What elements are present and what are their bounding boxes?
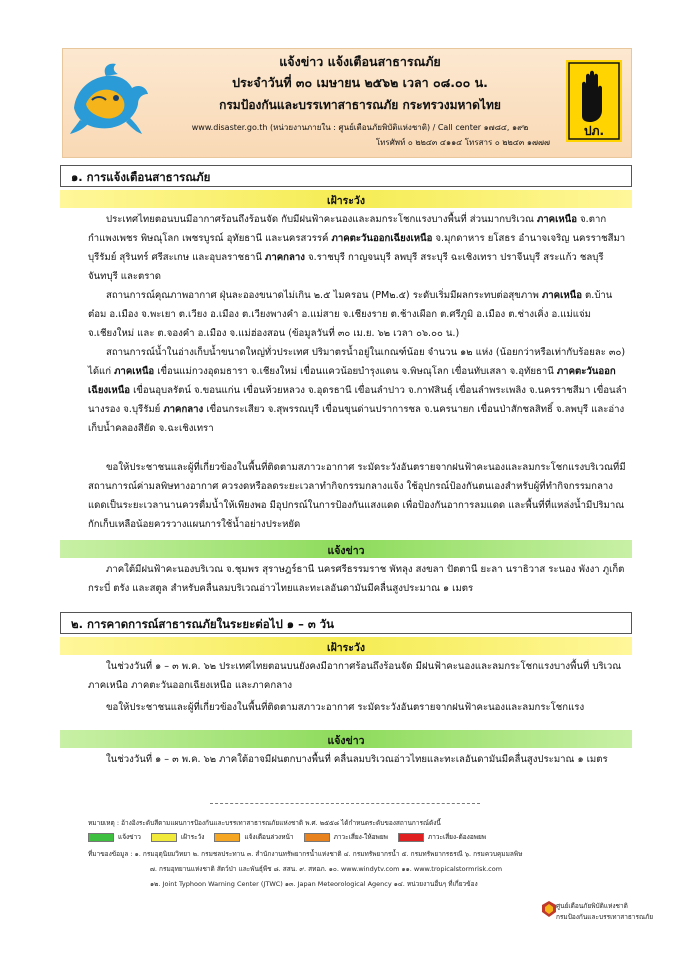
section-1-watch-bar: เฝ้าระวัง bbox=[60, 190, 632, 208]
legend-swatch bbox=[398, 833, 424, 842]
legend-label: แจ้งข่าว bbox=[118, 833, 141, 841]
sources-line-3: ๑๒. Joint Typhoon Warning Center (JTWC) ๑๓. Japan Meteorological Agency ๑๔. หน่วยงานอื่นๆ ที่เกี่ยวข้อง bbox=[150, 880, 478, 888]
legend-item bbox=[214, 831, 293, 843]
legend-swatch bbox=[88, 833, 114, 842]
footer-center-name: ศูนย์เตือนภัยพิบัติแห่งชาติ bbox=[556, 902, 628, 910]
section-2-info-bar: แจ้งข่าว bbox=[60, 730, 632, 748]
legend-item bbox=[398, 831, 486, 843]
section-1-paragraph-3: สถานการณ์น้ำในอ่างเก็บน้ำขนาดใหญ่ทั่วประเทศ ปริมาตรน้ำอยู่ในเกณฑ์น้อย จำนวน ๑๒ แห่ง (น้อยกว่าหรือเท่ากับร้อยละ ๓๐) ได้แก่ ภาคเหนือ เขื่อนแม่กวงอุดมธารา จ.เชียงใหม่ เขื่อนแควน้อยบำรุงแดน จ.พิษณุโลก เขื่อนทับเสลา จ.อุทัยธานี ภาคตะวันออกเฉียงเหนือ เขื่อนอุบลรัตน์ จ.ขอนแก่น เขื่อนห้วยหลวง จ.อุดรธานี เขื่อนลำปาว จ.กาฬสินธุ์ เขื่อนลำพระเพลิง จ.นครราชสีมา เขื่อนลำนางรอง จ.บุรีรัมย์ ภาคกลาง เขื่อนกระเสียว จ.สุพรรณบุรี เขื่อนขุนด่านปราการชล จ.นครนายก เขื่อนป่าสักชลสิทธิ์ จ.ลพบุรี และอ่างเก็บน้ำคลองสียัด จ.ฉะเชิงเทรา bbox=[88, 347, 627, 434]
section-2-watch-bar: เฝ้าระวัง bbox=[60, 637, 632, 655]
legend-label: เฝ้าระวัง bbox=[180, 833, 205, 841]
legend-swatch bbox=[151, 833, 177, 842]
legend-swatch bbox=[304, 833, 330, 842]
logo-text: ปภ. bbox=[583, 124, 605, 138]
color-legend bbox=[88, 831, 496, 843]
section-2-title: ๒. การคาดการณ์สาธารณภัยในระยะต่อไป ๑ – ๓ วัน bbox=[60, 612, 632, 634]
section-1-paragraph-5: ภาคใต้มีฝนฟ้าคะนองบริเวณ จ.ชุมพร สุราษฎร์ธานี นครศรีธรรมราช พัทลุง สงขลา ปัตตานี ยะลา นราธิวาส ระนอง พังงา ภูเก็ต กระบี่ ตรัง และสตูล สำหรับคลื่นลมบริเวณอ่าวไทยและทะเลอันดามันมีคลื่นสูงประมาณ ๑ เมตร bbox=[88, 564, 625, 594]
section-2-paragraph-3: ในช่วงวันที่ ๑ – ๓ พ.ค. ๖๒ ภาคใต้อาจมีฝนตกบางพื้นที่ คลื่นลมบริเวณอ่าวไทยและทะเลอันดามันมีคลื่นสูงประมาณ ๑ เมตร bbox=[106, 754, 608, 765]
section-2-paragraph-1: ในช่วงวันที่ ๑ – ๓ พ.ค. ๖๒ ประเทศไทยตอนบนยังคงมีอากาศร้อนถึงร้อนจัด มีฝนฟ้าคะนองและลมกระโชกแรงบางพื้นที่ บริเวณภาคเหนือ ภาคตะวันออกเฉียงเหนือ และภาคกลาง bbox=[88, 661, 622, 691]
section-1-info-bar: แจ้งข่าว bbox=[60, 540, 632, 558]
section-2-paragraph-2: ขอให้ประชาชนและผู้ที่เกี่ยวข้องในพื้นที่ติดตามสภาวะอากาศ ระมัดระวังอันตรายจากฝนฟ้าคะนองและลมกระโชกแรง bbox=[106, 702, 585, 713]
bulletin-date: ประจำวันที่ ๓๐ เมษายน ๒๕๖๒ เวลา ๐๘.๐๐ น. bbox=[232, 75, 488, 90]
department-name: กรมป้องกันและบรรเทาสาธารณภัย กระทรวงมหาดไทย bbox=[219, 98, 501, 112]
section-1-paragraph-2: สถานการณ์คุณภาพอากาศ ฝุ่นละอองขนาดไม่เกิน ๒.๕ ไมครอน (PM๒.๕) ระดับเริ่มมีผลกระทบต่อสุขภาพ ภาคเหนือ ต.บ้านต๋อม อ.เมือง จ.พะเยา ต.เวียง อ.เมือง ต.เวียงพางคำ อ.แม่สาย จ.เชียงราย ต.ช้างเผือก ต.ศรีภูมิ อ.เมือง ต.ช่างเคิ่ง อ.แม่แจ่ม จ.เชียงใหม่ และ ต.จองคำ อ.เมือง จ.แม่ฮ่องสอน (ข้อมูลวันที่ ๓๐ เม.ย. ๖๒ เวลา ๐๖.๐๐ น.) bbox=[88, 290, 613, 339]
divider bbox=[210, 803, 480, 804]
website-line[interactable]: www.disaster.go.th (หน่วยงานภายใน : ศูนย์เตือนภัยพิบัติแห่งชาติ) / Call center ๑๗๘๔, ๑๙๒ bbox=[191, 123, 529, 132]
phone-line: โทรศัพท์ ๐ ๒๒๔๓ ๔๑๑๔ โทรสาร ๐ ๒๒๔๓ ๑๗๗๗ bbox=[375, 138, 550, 147]
legend-label: ภาวะเสี่ยง-ต้องอพยพ bbox=[427, 833, 487, 841]
legend-item bbox=[151, 831, 205, 843]
sources-line-2: ๗. กรมอุทยานแห่งชาติ สัตว์ป่า และพันธุ์พืช ๘. สสน. ๙. สทอภ. ๑๐. www.windytv.com ๑๑. www.tropicalstormrisk.com bbox=[150, 865, 503, 873]
sources-line-1: ที่มาของข้อมูล : ๑. กรมอุตุนิยมวิทยา ๒. กรมชลประทาน ๓. สำนักงานทรัพยากรน้ำแห่งชาติ ๔. กรมทรัพยากรน้ำ ๕. กรมทรัพยากรธรณี ๖. กรมควบคุมมลพิษ bbox=[88, 850, 523, 858]
legend-item bbox=[88, 831, 141, 843]
bulletin-title: แจ้งข่าว แจ้งเตือนสาธารณภัย bbox=[279, 54, 441, 69]
section-1-title: ๑. การแจ้งเตือนสาธารณภัย bbox=[60, 165, 632, 187]
ddpm-logo bbox=[566, 60, 622, 142]
section-1-paragraph-4: ขอให้ประชาชนและผู้ที่เกี่ยวข้องในพื้นที่ติดตามสภาวะอากาศ ระมัดระวังอันตรายจากฝนฟ้าคะนองและลมกระโชกแรงบริเวณที่มีสถานการณ์ค่ามลพิษทางอากาศ ควรงดหรือลดระยะเวลาทำกิจกรรมกลางแจ้ง ใช้อุปกรณ์ป้องกันตนเองสำหรับผู้ที่ทำกิจกรรมกลางแดดเป็นระยะเวลานานควรดื่มน้ำให้เพียงพอ มีอุปกรณ์ในการป้องกันแสงแดด เพื่อป้องกันอาการลมแดด และพื้นที่ที่แหล่งน้ำมีปริมาณกักเก็บเหลือน้อยควรวางแผนการใช้น้ำอย่างประหยัด bbox=[88, 462, 626, 530]
legend-label: แจ้งเตือนล่วงหน้า bbox=[244, 833, 294, 841]
dept-emblem-icon bbox=[66, 60, 152, 138]
legend-label: ภาวะเสี่ยง-ให้อพยพ bbox=[333, 833, 388, 841]
legend-swatch bbox=[214, 833, 240, 842]
section-1-paragraph-1: ประเทศไทยตอนบนมีอากาศร้อนถึงร้อนจัด กับมีฝนฟ้าคะนองและลมกระโชกแรงบางพื้นที่ ส่วนมากบริเวณ ภาคเหนือ จ.ตาก กำแพงเพชร พิษณุโลก เพชรบูรณ์ อุทัยธานี และนครสวรรค์ ภาคตะวันออกเฉียงเหนือ จ.มุกดาหาร ยโสธร อำนาจเจริญ นครราชสีมา บุรีรัมย์ สุรินทร์ ศรีสะเกษ และอุบลราชธานี ภาคกลาง จ.ราชบุรี กาญจนบุรี ลพบุรี สระบุรี ฉะเชิงเทรา ปราจีนบุรี สระแก้ว ชลบุรี จันทบุรี และตราด bbox=[88, 214, 626, 282]
footer-dept-name: กรมป้องกันและบรรเทาสาธารณภัย bbox=[556, 913, 654, 921]
legend-item bbox=[304, 831, 388, 843]
remark-note: หมายเหตุ : อ้างอิงระดับสีตามแผนการป้องกันและบรรเทาสาธารณภัยแห่งชาติ พ.ศ. ๒๕๕๘ ได้กำหนดระดับของสถานการณ์ดังนี้ bbox=[88, 819, 441, 827]
